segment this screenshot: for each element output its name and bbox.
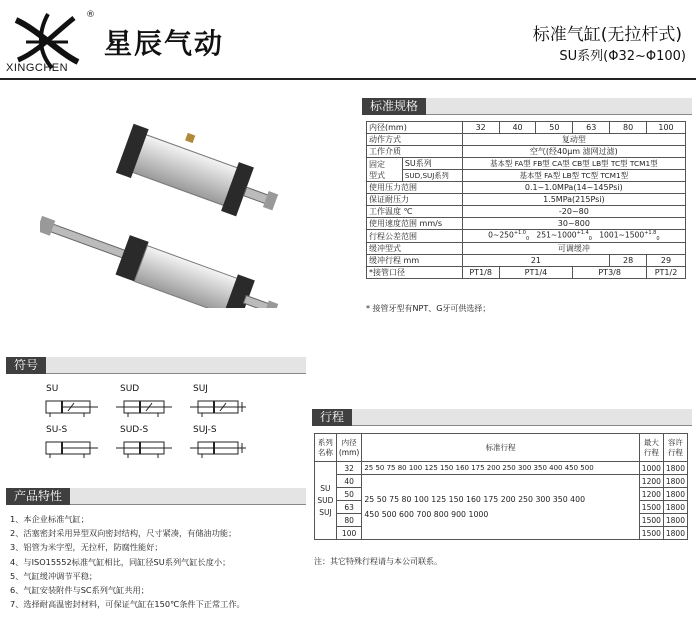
header-allow-stroke: 容许行程: [663, 434, 687, 462]
cylinder-product-image: [40, 108, 310, 308]
row-value: 21: [462, 255, 609, 267]
row-label: 使用压力范围: [367, 182, 463, 194]
max-cell: 1500: [639, 527, 663, 540]
stroke-section-header: [312, 409, 692, 426]
bore-cell: 40: [336, 475, 361, 488]
tol-3-upper: +1.8: [644, 230, 657, 236]
max-cell: 1500: [639, 514, 663, 527]
allow-cell: 1800: [663, 475, 687, 488]
std-stroke-other: [362, 475, 639, 540]
symbol-su-icon: [40, 396, 100, 420]
max-cell: 1000: [639, 462, 663, 475]
header-standard-stroke: 标准行程: [362, 434, 639, 462]
tol-2-lower: 0: [588, 236, 592, 243]
spec-table: [366, 121, 686, 279]
row-value: 可调缓冲: [462, 243, 685, 255]
table-row: [367, 206, 686, 218]
allow-cell: 1800: [663, 462, 687, 475]
row-value: -20~80: [462, 206, 685, 218]
bore-cell: 80: [336, 514, 361, 527]
row-sublabel: SU系列: [402, 158, 462, 170]
tol-2-upper: +1.4: [576, 230, 589, 236]
allow-cell: 1800: [663, 501, 687, 514]
symbols-section-header: [6, 357, 306, 374]
row-value: 30~800: [462, 218, 685, 230]
header-bore: 内径(mm): [336, 434, 361, 462]
row-label: 工作介质: [367, 146, 463, 158]
table-row: [367, 255, 686, 267]
bore-cell: 63: [336, 501, 361, 514]
list-item: 6、气缸安装附件与SC系列气缸共用；: [10, 585, 149, 596]
row-value: 基本型 FA型 LB型 TC型 TCM1型: [462, 170, 685, 182]
allow-cell: 1800: [663, 527, 687, 540]
list-item: 4、与ISO15552标准气缸相比，同缸径SU系列气缸长度小；: [10, 556, 231, 567]
brand-name: 星辰气动: [104, 27, 225, 60]
table-row: [367, 194, 686, 206]
list-item: 5、气缸缓冲调节平稳；: [10, 570, 98, 581]
page-subtitle: SU系列(Φ32~Φ100): [559, 49, 686, 64]
table-row: [367, 158, 686, 170]
bore-value: 63: [573, 122, 610, 134]
features-section-title: 产品特性: [6, 488, 70, 505]
row-label: 工作温度 ℃: [367, 206, 463, 218]
table-row: [367, 134, 686, 146]
symbol-sud-icon: [114, 396, 174, 420]
tol-range-3: 1001~1500: [599, 230, 645, 240]
row-label: [367, 158, 403, 182]
symbol-label-sud: SUD: [120, 384, 140, 394]
table-row: [367, 230, 686, 243]
allow-cell: 1800: [663, 488, 687, 501]
bore-cell: 50: [336, 488, 361, 501]
series-sud: SUD: [317, 495, 334, 505]
row-value: 29: [647, 255, 686, 267]
bore-label: 内径(mm): [367, 122, 463, 134]
mount-label-1: 固定: [369, 159, 385, 169]
spec-section-title: 标准规格: [362, 98, 426, 115]
row-label: 缓冲型式: [367, 243, 463, 255]
page-title: 标准气缸(无拉杆式): [532, 25, 682, 45]
max-cell: 1200: [639, 488, 663, 501]
row-label: 行程公差范围: [367, 230, 463, 243]
tol-1-upper: +1.0: [513, 230, 526, 236]
bore-cell: 100: [336, 527, 361, 540]
tol-range-2: 251~1000: [536, 230, 577, 240]
stroke-note: 注：其它特殊行程请与本公司联系。: [314, 557, 442, 566]
series-su: SU: [320, 483, 331, 493]
series-cell: [315, 462, 337, 540]
row-value: [462, 230, 685, 243]
spec-footnote: * 接管牙型有NPT、G牙可供选择；: [366, 304, 491, 313]
tol-range-1: 0~250: [488, 230, 514, 240]
symbol-suj-s-icon: [188, 437, 248, 461]
bore-cell: 32: [336, 462, 361, 475]
bore-value: 40: [499, 122, 536, 134]
row-label: 缓冲行程 mm: [367, 255, 463, 267]
header-rule: [0, 78, 696, 80]
table-row: [315, 462, 688, 475]
table-row: [315, 475, 688, 488]
symbol-sud-s-icon: [114, 437, 174, 461]
list-item: 7、选择耐高温密封材料，可保证气缸在150℃条件下正常工作。: [10, 599, 245, 610]
header-max-stroke: 最大行程: [639, 434, 663, 462]
row-label: *接管口径: [367, 267, 463, 279]
table-row: [367, 267, 686, 279]
row-sublabel: SUD,SUJ系列: [402, 170, 462, 182]
registered-mark: ®: [86, 10, 95, 20]
stroke-section-title: 行程: [312, 409, 352, 426]
row-value: 28: [610, 255, 647, 267]
bore-value: 50: [536, 122, 573, 134]
allow-cell: 1800: [663, 514, 687, 527]
symbol-label-sud-s: SUD-S: [120, 425, 149, 435]
row-value: 复动型: [462, 134, 685, 146]
row-value: PT3/8: [573, 267, 647, 279]
mount-label-2: 型式: [369, 170, 385, 180]
symbols-section-title: 符号: [6, 357, 46, 374]
std-stroke-32: 25 50 75 80 100 125 150 160 175 200 250 300 350 400 450 500: [362, 462, 639, 475]
symbol-label-su-s: SU-S: [46, 425, 68, 435]
row-value: 1.5MPa(215Psi): [462, 194, 685, 206]
std-stroke-line-1: 25 50 75 80 100 125 150 160 175 200 250 300 350 400: [364, 495, 586, 504]
features-section-header: [6, 488, 306, 505]
table-row: [367, 170, 686, 182]
table-row: [367, 243, 686, 255]
list-item: 3、铝管为米字型，无拉杆，防腐性能好；: [10, 542, 163, 553]
row-label: 使用速度范围 mm/s: [367, 218, 463, 230]
symbol-label-suj: SUJ: [193, 384, 208, 394]
table-row: [367, 218, 686, 230]
table-row: [367, 122, 686, 134]
stroke-table: [314, 433, 688, 540]
bore-value: 100: [647, 122, 686, 134]
symbol-suj-icon: [188, 396, 248, 420]
bore-value: 32: [462, 122, 499, 134]
features-list: [10, 512, 310, 611]
std-stroke-line-2: 450 500 600 700 800 900 1000: [364, 510, 489, 519]
logo-text: XINGCHEN: [6, 62, 69, 74]
row-value: 0.1~1.0MPa(14~145Psi): [462, 182, 685, 194]
row-value: 空气(经40μm 滤网过滤): [462, 146, 685, 158]
table-row: [315, 434, 688, 462]
spec-section-header: [362, 98, 692, 115]
symbol-su-s-icon: [40, 437, 100, 461]
row-value: PT1/2: [647, 267, 686, 279]
max-cell: 1500: [639, 501, 663, 514]
max-cell: 1200: [639, 475, 663, 488]
series-suj: SUJ: [319, 507, 332, 517]
row-value: PT1/4: [499, 267, 573, 279]
symbol-label-su: SU: [46, 384, 59, 394]
row-label: 动作方式: [367, 134, 463, 146]
bore-value: 80: [610, 122, 647, 134]
row-value: PT1/8: [462, 267, 499, 279]
list-item: 1、本企业标准气缸；: [10, 514, 89, 524]
list-item: 2、活塞密封采用异型双向密封结构，尺寸紧凑，有储油功能；: [10, 528, 237, 539]
tol-1-lower: 0: [525, 236, 530, 243]
row-value: 基本型 FA型 FB型 CA型 CB型 LB型 TC型 TCM1型: [462, 158, 685, 170]
row-label: 保证耐压力: [367, 194, 463, 206]
table-row: [367, 182, 686, 194]
symbol-label-suj-s: SUJ-S: [193, 425, 217, 435]
table-row: [367, 146, 686, 158]
tol-3-lower: 0: [656, 236, 660, 243]
header-series: 系列名称: [315, 434, 337, 462]
